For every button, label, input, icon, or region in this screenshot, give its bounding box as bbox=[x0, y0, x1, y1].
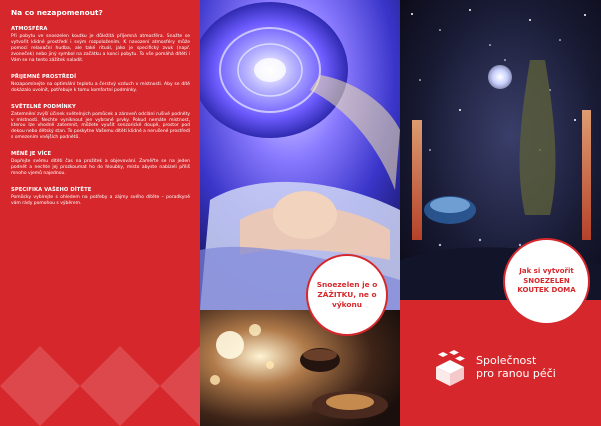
experience-badge bbox=[306, 254, 388, 336]
cube-icon bbox=[432, 350, 468, 386]
organization-name-line1: Společnost bbox=[476, 354, 537, 368]
organization-logo bbox=[432, 350, 556, 386]
diamond-pattern bbox=[0, 346, 200, 426]
title-badge-text: Jak si vytvořit SNOEZELEN KOUTEK DOMA bbox=[517, 267, 576, 295]
organization-name-line2: pro ranou péči bbox=[476, 367, 556, 380]
experience-badge-text: Snoezelen je o ZÁŽITKU, ne o výkonu bbox=[316, 280, 378, 309]
cover-column bbox=[400, 0, 601, 426]
info-panel bbox=[0, 0, 200, 426]
section-body-less-is-more: Dopřejte svému dítěti čas na prožitek a objevování. Zaměřte se na jeden podnět a nechte jej prozkoumat ho do hloubky, místo abyste nabízeli příliš mnoho vjemů najednou. bbox=[11, 159, 190, 177]
panel-title: Na co nezapomenout? bbox=[11, 8, 103, 17]
section-body-atmosphere: Při pobytu ve snoezelen koutku je důležitá příjemná atmosféra. Snažte se vytvořit klidné prostředí i svým rozpoložením. K navození atmosféry může pomoci relaxační hudba, ale také rituál, jako je specifický zvuk (např. zvoneček) nebo jiný symbol na začátku a konci pobytu. To vše pomáhá dítěti i Vám se na tento zážitek naladit. bbox=[11, 34, 190, 63]
section-heading-child-specifics: SPECIFIKA VAŠEHO DÍTĚTE bbox=[11, 187, 92, 194]
section-heading-atmosphere: ATMOSFÉRA bbox=[11, 26, 48, 32]
section-heading-less-is-more: MÉNĚ JE VÍCE bbox=[11, 151, 52, 158]
title-badge bbox=[503, 238, 590, 325]
organization-name bbox=[476, 355, 556, 380]
section-body-lighting: Zatemnění zvýší účinek světelných pomůcek a zároveň odclání rušivé podněty v místnosti. Nechte vyniknout jen vybrané prvky. Pokud nemáte místnost, kterou lze vhodně zatemnit, můžete vyušít senzorické doupě, prostor pod dekou nebo dětský stan. To poskytne Vašemu dítěti klidné a nerušené prostředí s omezením vnějších podnětů. bbox=[11, 111, 190, 141]
middle-column bbox=[200, 0, 400, 426]
section-heading-lighting: SVĚTELNÉ PODMÍNKY bbox=[11, 103, 76, 110]
section-body-environment: Nezapomínejte na optimální teplotu a čerstvý vzduch v místnosti. Aby se dítě dokázalo uvolnit, potřebuje k tomu komfortní podmínky. bbox=[11, 81, 190, 93]
section-heading-environment: PŘIJEMNÉ PROSTŘEDÍ bbox=[11, 73, 77, 80]
section-body-child-specifics: Pomůcky vybírejte s ohledem na potřeby a zájmy svého dítěte – poradkyně vám rády pomohou s výběrem. bbox=[11, 195, 190, 206]
